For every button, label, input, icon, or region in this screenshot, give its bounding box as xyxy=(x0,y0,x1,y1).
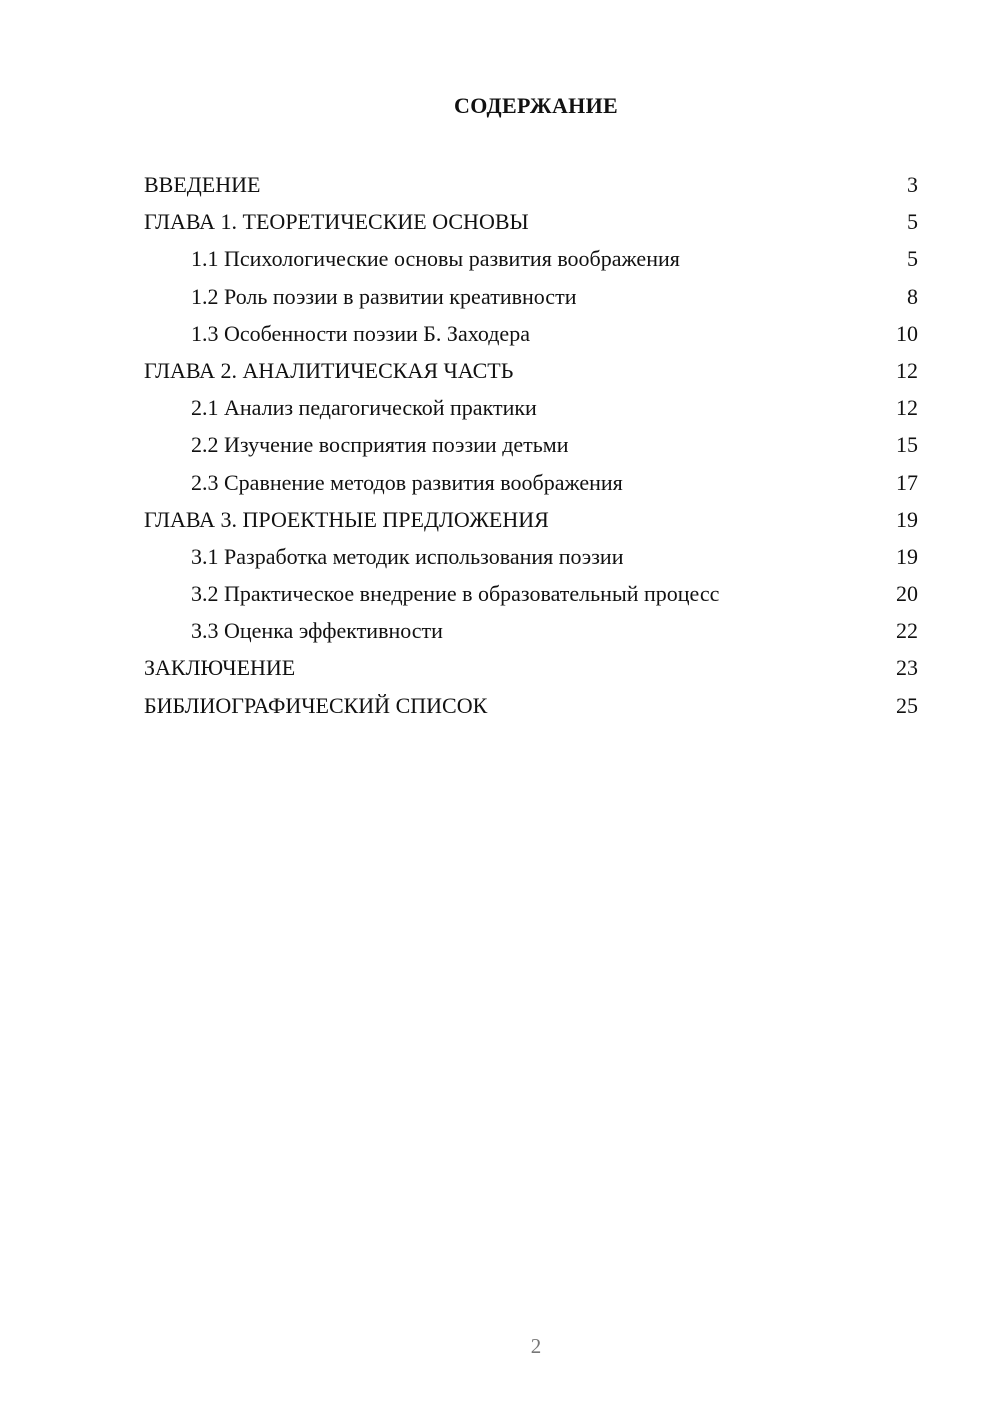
toc-subitem xyxy=(144,278,920,315)
toc-list xyxy=(144,166,920,724)
toc-item-page: 19 xyxy=(896,543,918,569)
toc-item-page: 12 xyxy=(896,357,918,383)
toc-item-label: 2.2 Изучение восприятия поэзии детьми xyxy=(191,432,569,458)
toc-item xyxy=(144,501,920,538)
toc-item-label: 2.1 Анализ педагогической практики xyxy=(191,395,537,421)
toc-item-page: 19 xyxy=(896,506,918,532)
toc-item-page: 22 xyxy=(896,618,918,644)
toc-item-label: ЗАКЛЮЧЕНИЕ xyxy=(144,655,296,681)
page-number-footer: 2 xyxy=(530,1334,542,1358)
toc-item xyxy=(144,203,920,240)
toc-item-page: 10 xyxy=(896,320,918,346)
toc-item-page: 15 xyxy=(896,432,918,458)
toc-subitem xyxy=(144,426,920,463)
toc-item-label: ГЛАВА 1. ТЕОРЕТИЧЕСКИЕ ОСНОВЫ xyxy=(144,209,529,235)
toc-subitem xyxy=(144,389,920,426)
toc-title: СОДЕРЖАНИЕ xyxy=(454,93,618,118)
toc-item-label: 1.2 Роль поэзии в развитии креативности xyxy=(191,283,577,309)
toc-item-label: ГЛАВА 2. АНАЛИТИЧЕСКАЯ ЧАСТЬ xyxy=(144,357,514,383)
toc-item-page: 20 xyxy=(896,581,918,607)
toc-item-label: ГЛАВА 3. ПРОЕКТНЫЕ ПРЕДЛОЖЕНИЯ xyxy=(144,506,549,532)
toc-item-page: 5 xyxy=(907,246,918,272)
toc-item-page: 5 xyxy=(907,209,918,235)
toc-subitem xyxy=(144,240,920,277)
toc-item xyxy=(144,352,920,389)
toc-item xyxy=(144,649,920,686)
toc-item-page: 12 xyxy=(896,395,918,421)
toc-subitem xyxy=(144,315,920,352)
toc-subitem xyxy=(144,575,920,612)
toc-item-label: 1.1 Психологические основы развития воображения xyxy=(191,246,680,272)
toc-item-label: 3.1 Разработка методик использования поэзии xyxy=(191,543,624,569)
toc-item-page: 8 xyxy=(907,283,918,309)
toc-item-page: 3 xyxy=(907,172,918,197)
toc-item-label: 3.2 Практическое внедрение в образовательный процесс xyxy=(191,581,720,607)
toc-item xyxy=(144,687,920,724)
toc-item-page: 23 xyxy=(896,655,918,681)
toc-item-label: 1.3 Особенности поэзии Б. Заходера xyxy=(191,320,530,346)
toc-item-label: 2.3 Сравнение методов развития воображения xyxy=(191,469,623,495)
toc-item-label: 3.3 Оценка эффективности xyxy=(191,618,443,644)
toc-item-label: БИБЛИОГРАФИЧЕСКИЙ СПИСОК xyxy=(144,692,488,718)
toc-subitem xyxy=(144,538,920,575)
toc-subitem xyxy=(144,464,920,501)
toc-item-page: 17 xyxy=(896,469,918,495)
toc-item xyxy=(144,166,920,203)
toc-item-label: ВВЕДЕНИЕ xyxy=(144,172,261,197)
toc-item-page: 25 xyxy=(896,692,918,718)
toc-subitem xyxy=(144,612,920,649)
